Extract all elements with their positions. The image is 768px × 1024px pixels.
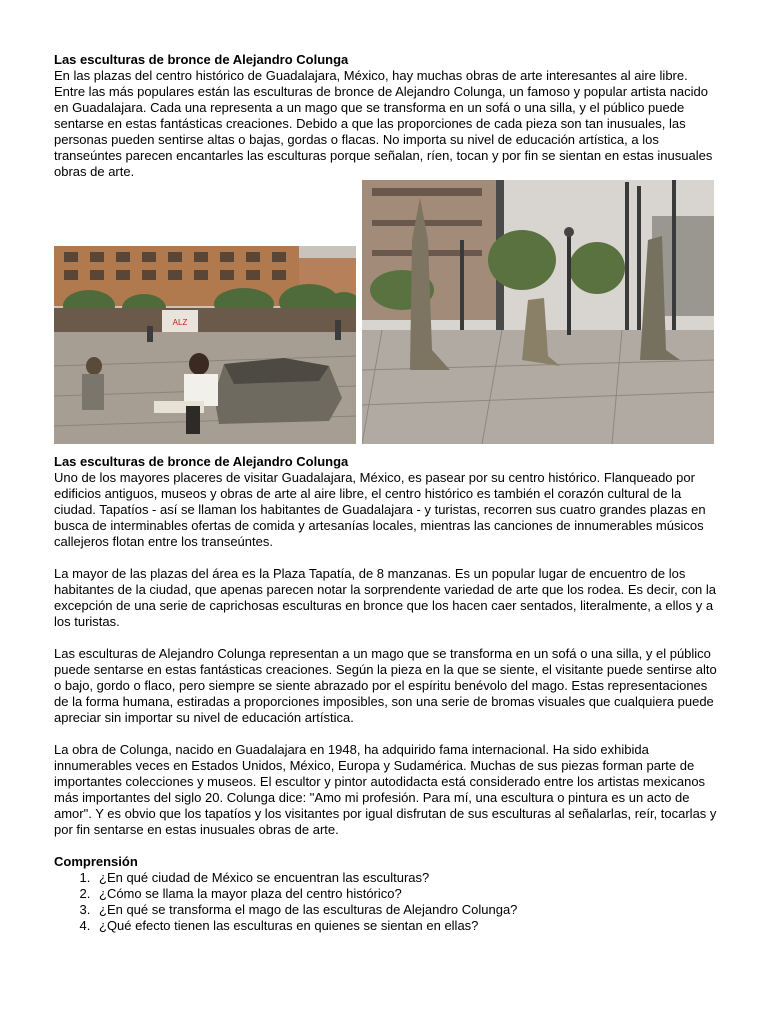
section2-title: Las esculturas de bronce de Alejandro Colunga [54, 454, 349, 469]
section1-title: Las esculturas de bronce de Alejandro Colunga [54, 52, 349, 67]
section2-paragraph-4: La obra de Colunga, nacido en Guadalajara en 1948, ha adquirido fama internacional. Ha sido exhibida innumerables veces en Estados Unidos, México, Europa y Sudamérica. Muchas de sus piezas forman parte de importantes colecciones y museos. El escultor y pintor autodidacta está considerado entre los artistas mexicanos más importantes del siglo 20. Colunga dice: "Amo mi profesión. Para mí, una escultura o pintura es un acto de amor". Y es obvio que los tapatíos y los visitantes por igual disfrutan de sus esculturas al señalarlas, reír, tocarlas y por fin sentarse en estas inusuales obras de arte. [54, 742, 717, 837]
question-item: 1. ¿En qué ciudad de México se encuentran las esculturas? [94, 870, 718, 886]
question-item: 4. ¿Qué efecto tienen las esculturas en quienes se sientan en ellas? [94, 918, 718, 934]
plaza-bench-photo [54, 246, 356, 444]
section2-paragraph-3: Las esculturas de Alejandro Colunga representan a un mago que se transforma en un sofá o una silla, y el público puede sentarse en estas fantásticas creaciones. Según la pieza en la que se siente, el visitante puede sentirse alto o bajo, gordo o flaco, pero siempre se siente abrazado por el espíritu benévolo del mago. Estas representaciones de la forma humana, estiradas a proporciones imposibles, son una serie de bromas visuales que cualquiera puede apreciar sin importar su nivel de educación artística. [54, 646, 717, 725]
question-item: 3. ¿En qué se transforma el mago de las esculturas de Alejandro Colunga? [94, 902, 718, 918]
comprension-title: Comprensión [54, 854, 138, 869]
plaza-chairs-photo [362, 180, 714, 444]
photo-row [54, 180, 718, 454]
plaza-sign-text: ALZ [172, 318, 188, 327]
section1-paragraph: En las plazas del centro histórico de Guadalajara, México, hay muchas obras de arte interesantes al aire libre. Entre las más populares están las esculturas de bronce de Alejandro Colunga, un famoso y popular artista nacido en Guadalajara. Cada una representa a un mago que se transforma en un sofá o una silla, y el público puede sentarse en estas fantásticas creaciones. Debido a que las proporciones de cada pieza son tan inusuales, las personas pueden sentirse altas o bajas, gordas o flacas. No importa su nivel de educación artística, a los transeúntes parecen encantarles las esculturas porque señalan, ríen, tocan y por fin se sientan en estas inusuales obras de arte. [54, 68, 713, 179]
section2 [54, 454, 718, 934]
photo-plaza-chair-sculptures-icon [362, 180, 714, 444]
question-item: 2. ¿Cómo se llama la mayor plaza del centro histórico? [94, 886, 718, 902]
section2-paragraph-1: Uno de los mayores placeres de visitar Guadalajara, México, es pasear por su centro histórico. Flanqueado por edificios antiguos, museos y obras de arte al aire libre, el centro histórico es también el corazón cultural de la ciudad. Tapatíos - así se llaman los habitantes de Guadalajara - y turistas, recorren sus cuatro grandes plazas en busca de interminables ofertas de comida y artesanías locales, mientras las canciones de innumerables músicos callejeros flotan entre los transeúntes. [54, 470, 706, 549]
section2-paragraph-2: La mayor de las plazas del área es la Plaza Tapatía, de 8 manzanas. Es un popular lugar de encuentro de los habitantes de la ciudad, que apenas parecen notar la sorprendente variedad de arte que los rodea. Es decir, con la excepción de una serie de caprichosas esculturas en bronce que los hacen caer sentados, literalmente, a ellos y a los turistas. [54, 566, 717, 629]
document-page [54, 52, 718, 934]
question-list [54, 870, 718, 934]
photo-plaza-bench-sculpture-icon [54, 246, 356, 444]
